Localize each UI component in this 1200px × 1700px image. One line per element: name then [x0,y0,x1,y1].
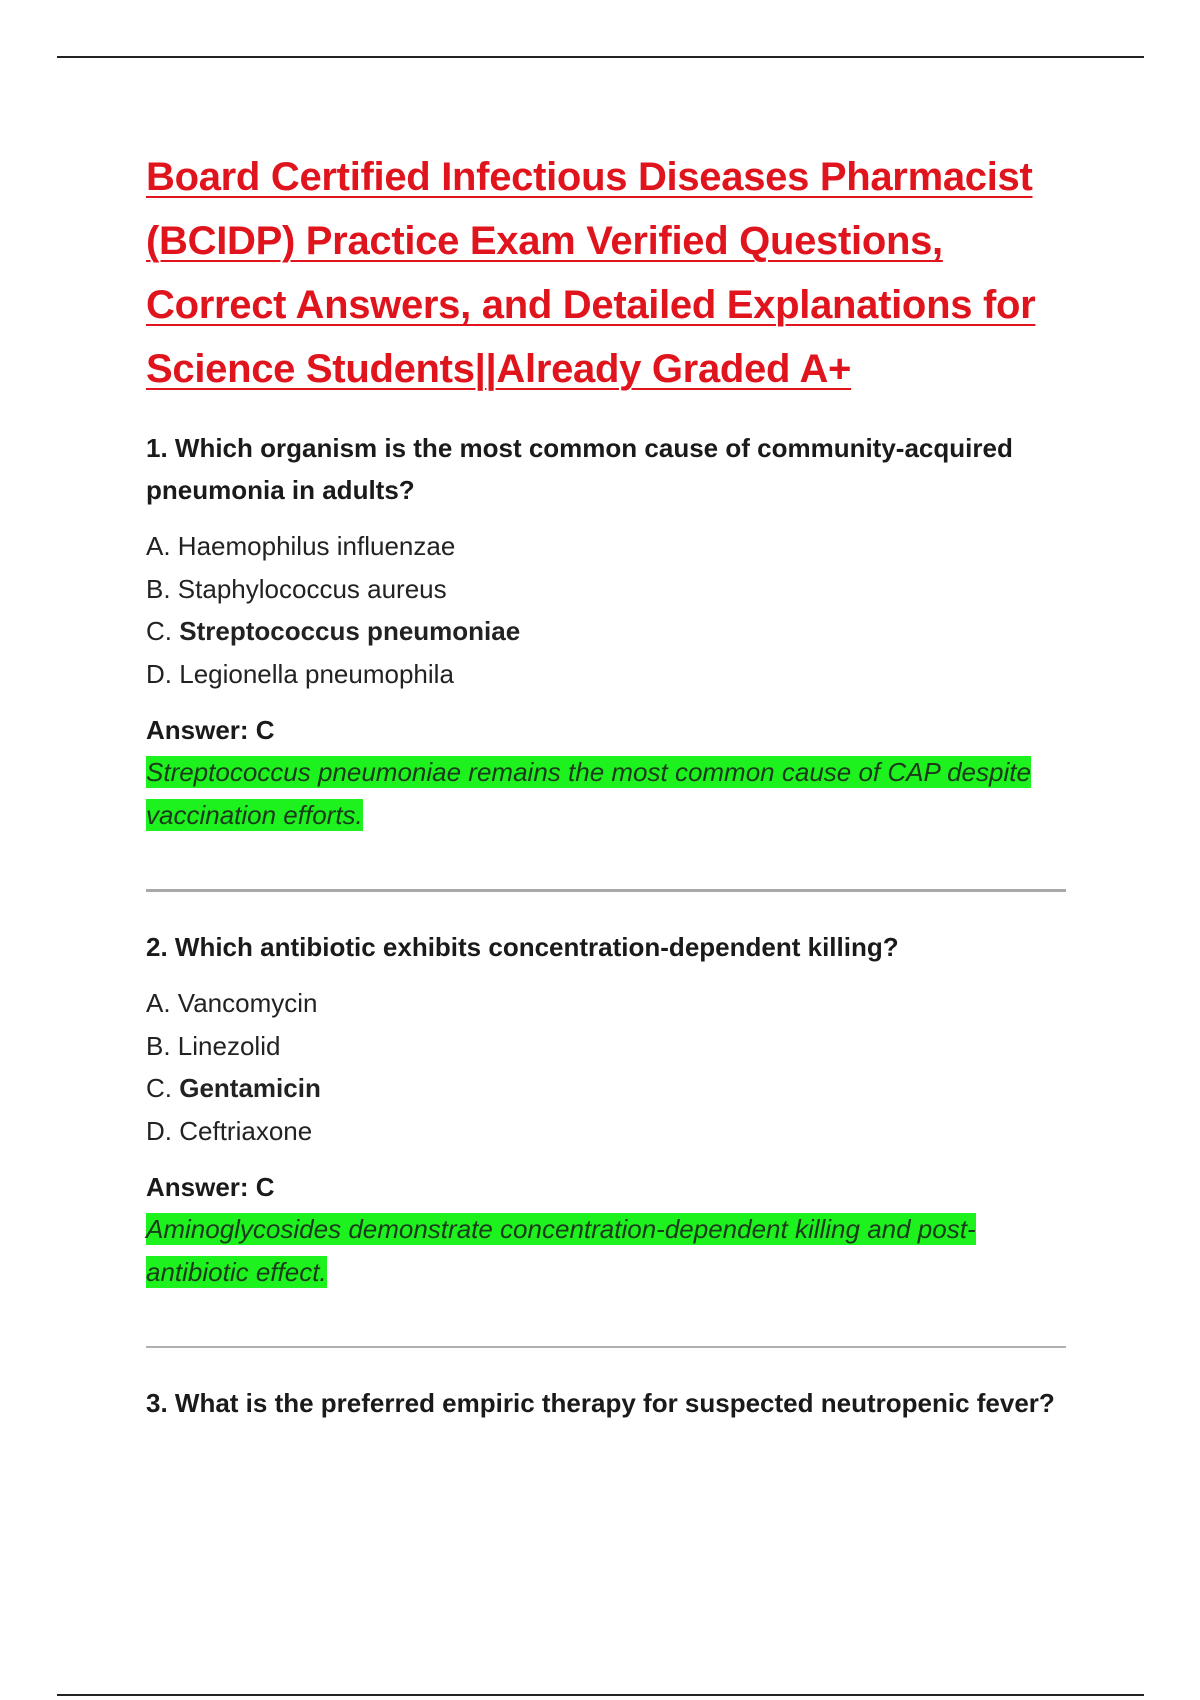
option-prefix: B. [146,573,178,604]
question-1 [146,427,1066,837]
answer-label: Answer: C [146,715,275,745]
document-title: Board Certified Infectious Diseases Pharmacist (BCIDP) Practice Exam Verified Questions, Correct Answers, and Detailed Explanations for Science Students||Already Graded A+ [146,155,1036,391]
option-prefix: B. [146,1030,178,1061]
option-prefix: D. [146,658,180,689]
option-a [146,525,1066,568]
answer-options [146,982,1066,1152]
answer-label: Answer: C [146,1172,275,1202]
option-prefix: C. [146,616,180,646]
explanation-highlight: Aminoglycosides demonstrate concentration-dependent killing and post-antibiotic effect. [146,1214,976,1287]
option-prefix: C. [146,1073,180,1103]
option-c [146,1067,1066,1110]
option-text: Staphylococcus aureus [177,573,447,604]
option-text: Ceftriaxone [179,1115,313,1146]
question-text: 1. Which organism is the most common cause of community-acquired pneumonia in adults? [146,433,1013,505]
option-text: Legionella pneumophila [179,658,454,689]
question-text: 3. What is the preferred empiric therapy for suspected neutropenic fever? [146,1388,1055,1418]
option-prefix: A. [146,531,178,561]
option-text: Haemophilus influenzae [177,531,456,561]
page-top-rule [57,56,1144,58]
option-text-correct: Gentamicin [179,1073,321,1103]
option-prefix: A. [146,988,178,1018]
option-text: Linezolid [177,1030,281,1061]
explanation-highlight: Streptococcus pneumoniae remains the most common cause of CAP despite vaccination efforts. [146,757,1031,830]
question-3 [146,1382,1066,1424]
explanation [146,751,1066,837]
question-divider [146,889,1066,892]
option-b [146,568,1066,611]
option-b [146,1025,1066,1068]
answer-options [146,525,1066,695]
question-text: 2. Which antibiotic exhibits concentration-dependent killing? [146,932,899,962]
document-body [146,145,1066,1424]
option-text-correct: Streptococcus pneumoniae [179,616,521,646]
option-text: Vancomycin [177,988,318,1018]
option-a [146,982,1066,1025]
option-c [146,610,1066,653]
question-divider [146,1346,1066,1348]
question-2 [146,926,1066,1294]
option-d [146,653,1066,696]
option-prefix: D. [146,1115,180,1146]
explanation [146,1208,1066,1294]
option-d [146,1110,1066,1153]
page-bottom-rule [57,1694,1144,1696]
